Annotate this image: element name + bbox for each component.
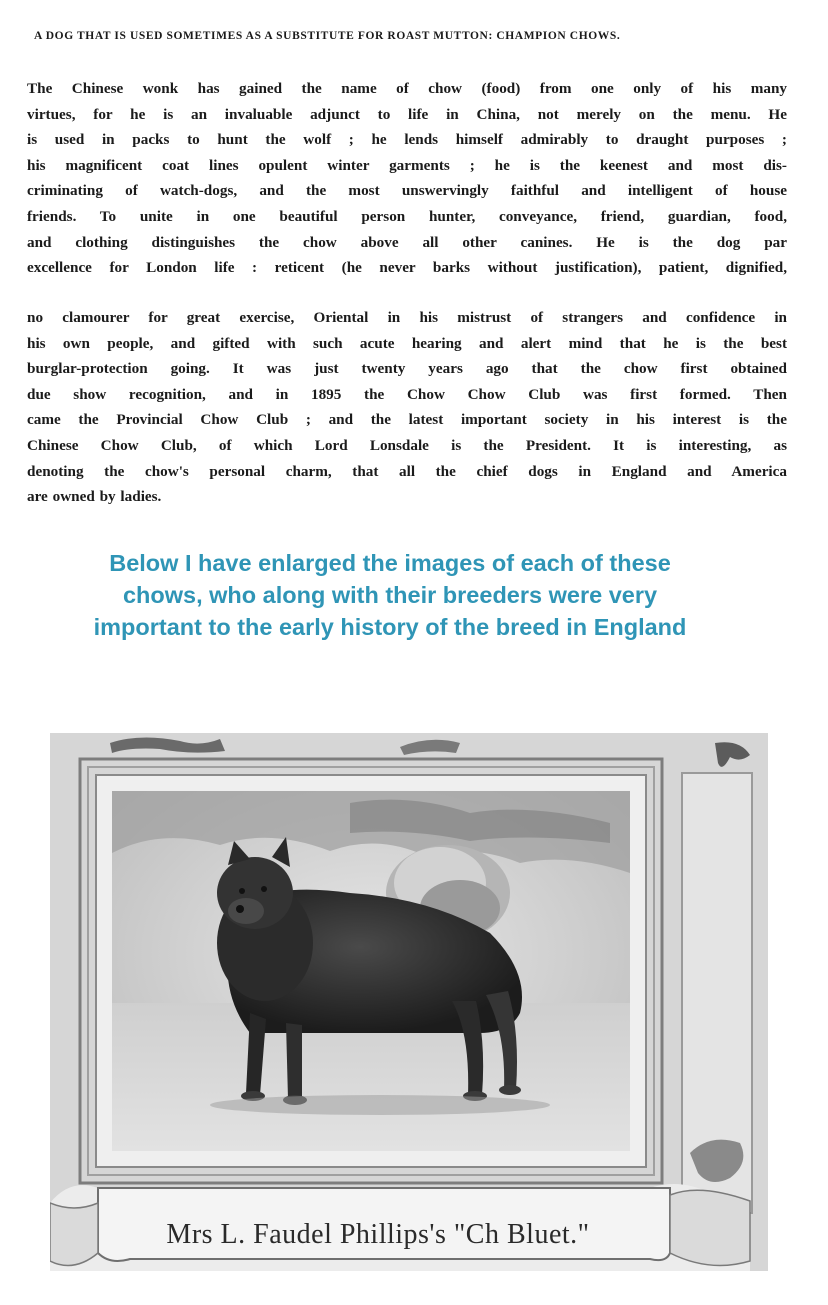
paragraph-line: due show recognition, and in 1895 the Chow Chow Club was first formed. Then xyxy=(27,385,787,403)
paragraph-1 xyxy=(27,76,787,281)
caption-line: important to the early history of the breed in England xyxy=(93,614,687,640)
photo-illustration xyxy=(50,733,768,1271)
paragraph-line: no clamourer for great exercise, Oriental in his mistrust of strangers and confidence in xyxy=(27,309,787,326)
paragraph-2 xyxy=(27,305,787,510)
paragraph-line: criminating of watch-dogs, and the most unswervingly faithful and intelligent of house xyxy=(27,182,787,200)
paragraph-line: came the Provincial Chow Club ; and the latest important society in his interest is the xyxy=(27,411,787,429)
caption-line: Below I have enlarged the images of each of these xyxy=(109,550,671,576)
article-header: A DOG THAT IS USED SOMETIMES AS A SUBSTITUTE FOR ROAST MUTTON: CHAMPION CHOWS. xyxy=(34,30,621,42)
paragraph-line: excellence for London life : reticent (he never barks without justification), patient, dignified, xyxy=(27,259,787,277)
paragraph-line: is used in packs to hunt the wolf ; he lends himself admirably to draught purposes ; xyxy=(27,131,787,149)
paragraph-line: his magnificent coat lines opulent winter garments ; he is the keenest and most dis- xyxy=(27,156,787,174)
paragraph-line: Chinese Chow Club, of which Lord Lonsdale is the President. It is interesting, as xyxy=(27,436,787,454)
photo-plaque-caption: Mrs L. Faudel Phillips's "Ch Bluet." xyxy=(166,1219,590,1250)
paragraph-line: are owned by ladies. xyxy=(27,488,162,506)
chow-photograph xyxy=(50,733,768,1271)
paragraph-line: friends. To unite in one beautiful person hunter, conveyance, friend, guardian, food, xyxy=(27,207,787,225)
paragraph-line: denoting the chow's personal charm, that all the chief dogs in England and America xyxy=(27,462,787,480)
paragraph-line: and clothing distinguishes the chow above all other canines. He is the dog par xyxy=(27,233,787,251)
blue-caption xyxy=(40,547,740,643)
caption-line: chows, who along with their breeders were very xyxy=(122,582,658,608)
paragraph-line: virtues, for he is an invaluable adjunct to life in China, not merely on the menu. He xyxy=(27,105,787,123)
paragraph-line: his own people, and gifted with such acute hearing and alert mind that he is the best xyxy=(27,334,787,352)
paragraph-line: burglar-protection going. It was just twenty years ago that the chow first obtained xyxy=(27,360,787,378)
paragraph-line: The Chinese wonk has gained the name of chow (food) from one only of his many xyxy=(27,80,787,97)
